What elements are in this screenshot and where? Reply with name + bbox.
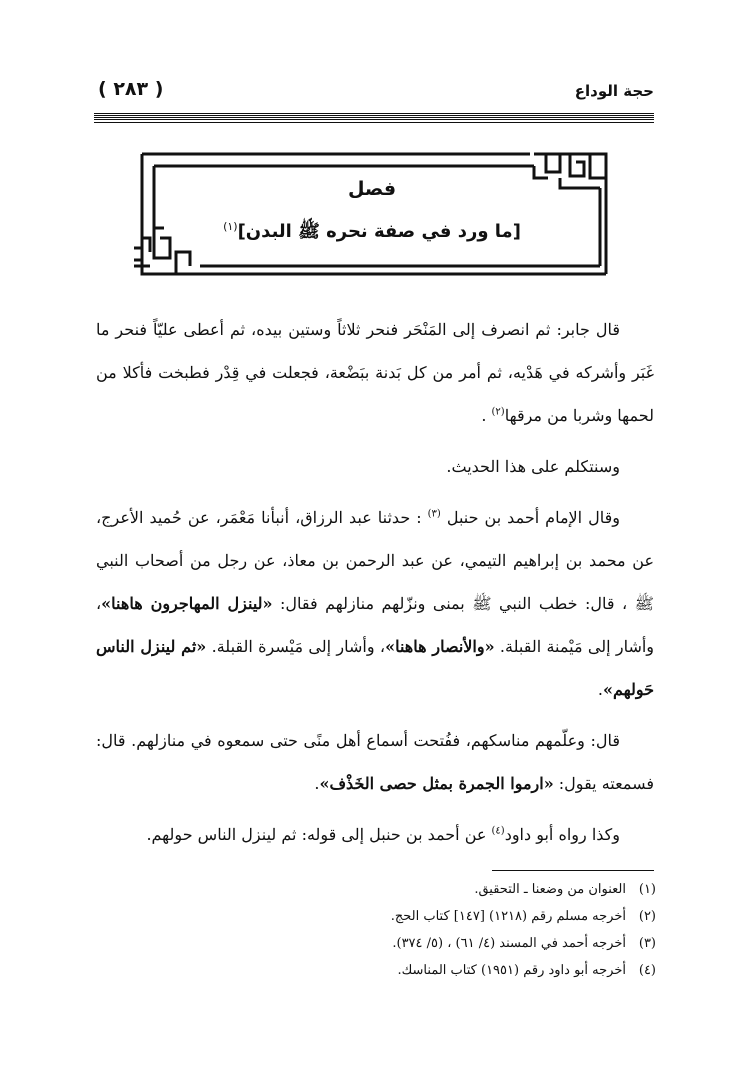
text-run: وسنتكلم على هذا الحديث. [446, 457, 620, 476]
text-run: ، وأشار إلى مَيْسرة القبلة. [206, 637, 386, 656]
header-rule [94, 113, 654, 120]
footnote-number: (٢) [638, 909, 656, 924]
running-title: حجة الوداع [574, 82, 654, 100]
footnote [200, 876, 656, 903]
footnote-number: (١) [638, 882, 656, 897]
paragraph [96, 496, 654, 711]
section-subtitle-text: [ما ورد في صفة نحره ﷺ البدن] [237, 221, 521, 242]
paragraph [96, 719, 654, 805]
body-text [96, 308, 654, 864]
footnote-ref: (٣) [427, 508, 441, 520]
footnote-rule [492, 870, 654, 871]
footnote-text: العنوان من وضعنا ـ التحقيق. [474, 882, 626, 897]
footnote-text: أخرجه أحمد في المسند (٤/ ٦١) ، (٥/ ٣٧٤). [392, 936, 626, 951]
footnote-number: (٣) [638, 936, 656, 951]
paragraph [96, 813, 654, 856]
footnotes [200, 876, 656, 984]
text-run: وكذا رواه أبو داود [504, 825, 620, 844]
text-run: ، وأشار إلى مَيْمنة القبلة. [96, 594, 655, 656]
hadith-quote: «لينزل المهاجرون هاهنا» [101, 594, 273, 613]
footnote-ref: (٤) [491, 825, 505, 837]
text-run: . [481, 406, 492, 425]
hadith-quote: «ثم لينزل الناس حَولهم» [96, 637, 654, 699]
text-run: وقال الإمام أحمد بن حنبل [440, 508, 620, 527]
paragraph [96, 308, 654, 437]
footnote [200, 930, 656, 957]
section-title: فصل [347, 178, 397, 200]
text-run: قال جابر: ثم انصرف إلى المَنْحَر فنحر ثلاثاً وستين بيده، ثم أعطى عليّاً فنحر ما غَبَر وأشركه في هَدْيه، ثم أمر من كل بَدنة ببَضْعة، فجعلت في قِدْر فطبخت فأكلا من لحمها وشربا من مرقها [96, 320, 654, 425]
hadith-quote: «ارموا الجمرة بمثل حصى الخَذْف» [319, 774, 554, 793]
text-run: . [597, 680, 603, 699]
footnote-ref: (١) [223, 220, 238, 233]
footnote [200, 903, 656, 930]
footnote-number: (٤) [638, 963, 656, 978]
ornamental-border [130, 148, 614, 280]
header-rule-thin [94, 122, 654, 123]
text-run: عن أحمد بن حنبل إلى قوله: ثم لينزل الناس حولهم. [146, 825, 492, 844]
paragraph [96, 445, 654, 488]
footnote [200, 957, 656, 984]
page-number: ( ٢٨٣ ) [98, 78, 164, 100]
text-run: قال: وعلّمهم مناسكهم، ففُتحت أسماع أهل منًى حتى سمعوه في منازلهم. قال: فسمعته يقول: [96, 731, 654, 793]
hadith-quote: «والأنصار هاهنا» [385, 637, 495, 656]
section-title-frame [130, 148, 614, 280]
text-run: . [314, 774, 320, 793]
section-subtitle [130, 220, 614, 246]
footnote-ref: (٢) [491, 406, 505, 418]
page-header [94, 78, 654, 104]
footnote-text: أخرجه مسلم رقم (١٢١٨) [١٤٧] كتاب الحج. [390, 909, 626, 924]
text-run: : حدثنا عبد الرزاق، أنبأنا مَعْمَر، عن حُميد الأعرج، عن محمد بن إبراهيم التيمي، عن عبد الرحمن بن معاذ، عن رجل من أصحاب النبي ﷺ ، قال: خطب النبي ﷺ بمنى ونزّلهم منازلهم فقال: [96, 508, 655, 613]
footnote-text: أخرجه أبو داود رقم (١٩٥١) كتاب المناسك. [397, 963, 626, 978]
